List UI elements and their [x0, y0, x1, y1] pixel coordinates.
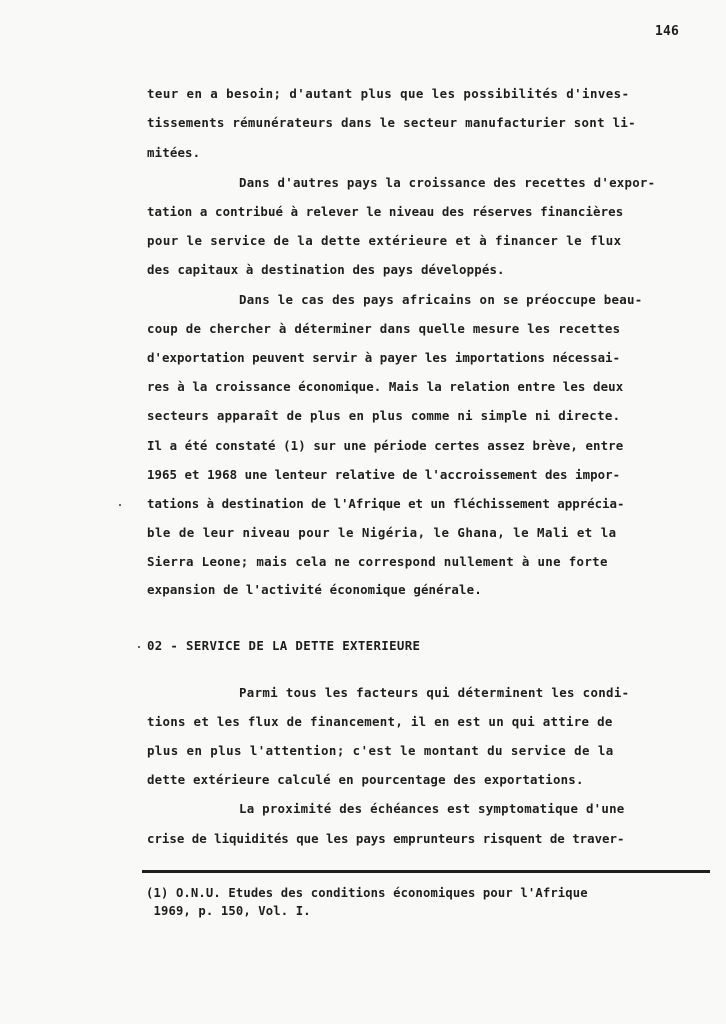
text-line: tissements rémunérateurs dans le secteur manufacturier sont li-	[147, 115, 636, 130]
text-line: Il a été constaté (1) sur une période certes assez brève, entre	[147, 438, 624, 453]
text-line: 1965 et 1968 une lenteur relative de l'accroissement des impor-	[147, 467, 621, 482]
text-line: d'exportation peuvent servir à payer les importations nécessai-	[147, 350, 621, 365]
text-line: res à la croissance économique. Mais la relation entre les deux	[147, 379, 624, 394]
footnote-separator	[142, 870, 710, 873]
text-line: Dans d'autres pays la croissance des recettes d'expor-	[239, 175, 656, 190]
text-line: teur en a besoin; d'autant plus que les possibilités d'inves-	[147, 86, 630, 101]
page-number: 146	[655, 24, 679, 39]
text-line: mitées.	[147, 145, 201, 160]
text-line: tation a contribué à relever le niveau des réserves financières	[147, 204, 624, 219]
text-line: tations à destination de l'Afrique et un fléchissement apprécia-	[147, 496, 625, 511]
scan-speck	[119, 504, 121, 506]
text-line: secteurs apparaît de plus en plus comme ni simple ni directe.	[147, 408, 621, 423]
text-line: Sierra Leone; mais cela ne correspond nullement à une forte	[147, 554, 608, 569]
text-line: expansion de l'activité économique générale.	[147, 582, 482, 597]
section-heading: 02 - SERVICE DE LA DETTE EXTERIEURE	[147, 638, 421, 653]
text-line: Dans le cas des pays africains on se préoccupe beau-	[239, 292, 643, 307]
text-line: Parmi tous les facteurs qui déterminent les condi-	[239, 685, 630, 700]
footnote-line: (1) O.N.U. Etudes des conditions économiques pour l'Afrique	[146, 886, 588, 900]
text-line: tions et les flux de financement, il en est un qui attire de	[147, 714, 613, 729]
text-line: La proximité des échéances est symptomatique d'une	[239, 801, 625, 816]
scan-speck	[138, 646, 140, 648]
text-line: crise de liquidités que les pays emprunteurs risquent de traver-	[147, 831, 625, 846]
text-line: des capitaux à destination des pays développés.	[147, 262, 505, 277]
text-line: plus en plus l'attention; c'est le montant du service de la	[147, 743, 614, 758]
footnote-line: 1969, p. 150, Vol. I.	[146, 904, 311, 918]
text-line: dette extérieure calculé en pourcentage des exportations.	[147, 772, 584, 787]
text-line: ble de leur niveau pour le Nigéria, le Ghana, le Mali et la	[147, 525, 617, 540]
text-line: pour le service de la dette extérieure et à financer le flux	[147, 233, 622, 248]
text-line: coup de chercher à déterminer dans quelle mesure les recettes	[147, 321, 621, 336]
